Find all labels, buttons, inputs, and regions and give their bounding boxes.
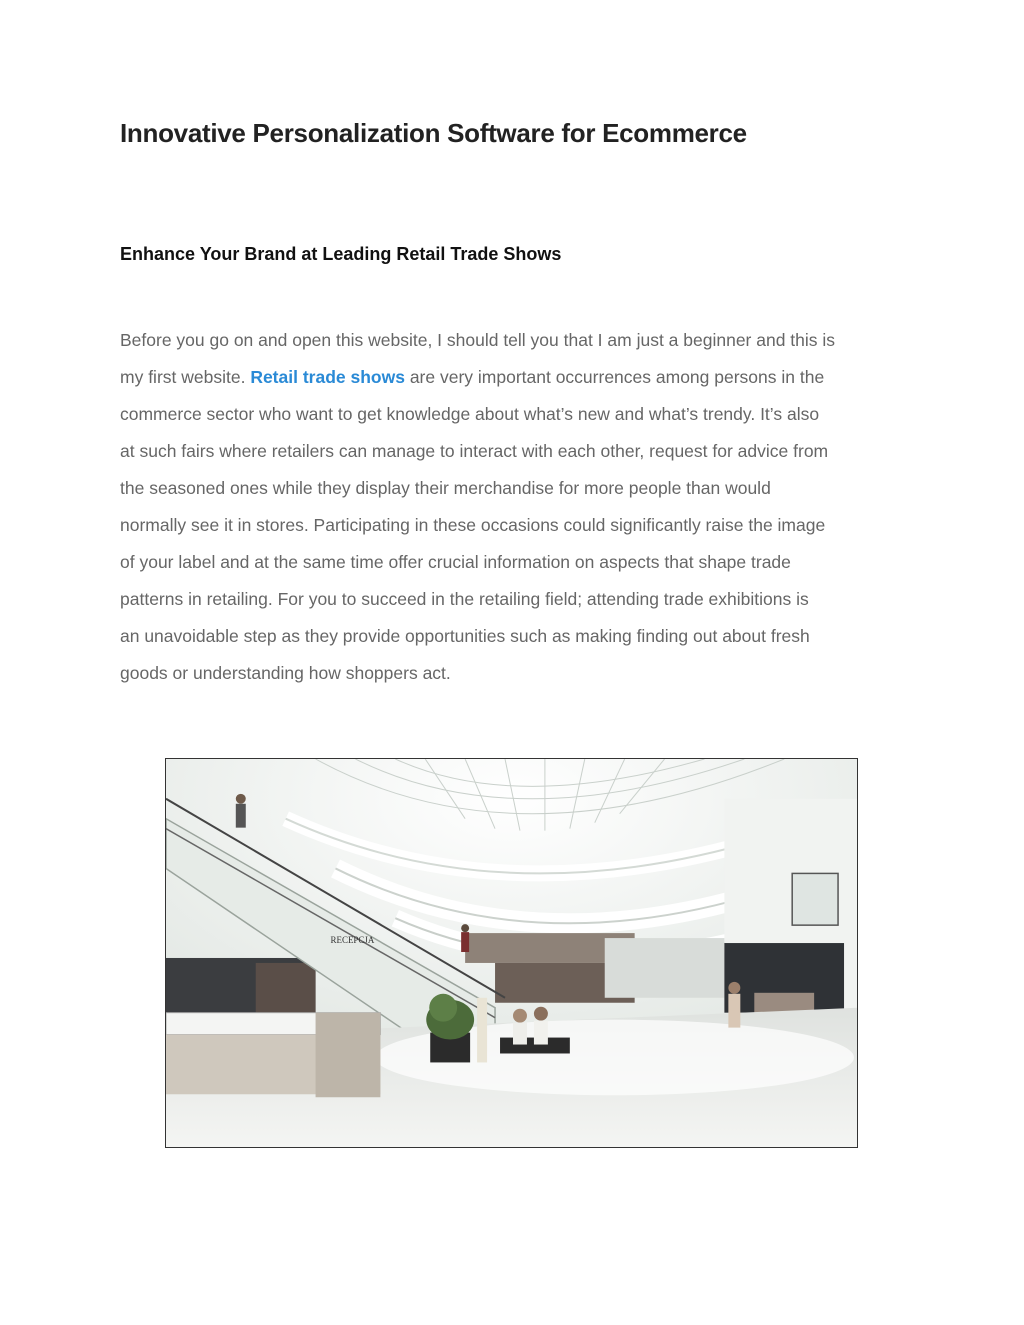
paragraph-line: goods or understanding how shoppers act. xyxy=(120,663,451,683)
paragraph-line: of your label and at the same time offer crucial information on aspects that shape trade xyxy=(120,552,791,572)
light-column xyxy=(477,998,487,1063)
paragraph-line: an unavoidable step as they provide opportunities such as making finding out about fresh xyxy=(120,626,810,646)
paragraph-line: the seasoned ones while they display their merchandise for more people than would xyxy=(120,478,771,498)
screen-icon xyxy=(792,873,838,925)
shopping-mall-photo xyxy=(165,758,858,1148)
paragraph-line-with-link xyxy=(120,359,910,396)
section-heading: Enhance Your Brand at Leading Retail Trade Shows xyxy=(120,244,562,264)
paragraph-line: Before you go on and open this website, I should tell you that I am just a beginner and this is xyxy=(120,330,836,350)
reception-sign: RECEPCJA xyxy=(330,935,375,946)
paragraph-text: are very important occurrences among persons in the xyxy=(404,367,825,387)
retail-trade-shows-link[interactable]: Retail trade shows xyxy=(250,367,405,387)
paragraph-line: patterns in retailing. For you to succeed in the retailing field; attending trade exhibitions is xyxy=(120,589,809,609)
reception-desk xyxy=(166,1013,380,1098)
paragraph-text: my first website. xyxy=(120,367,251,387)
shopping-mall-illustration xyxy=(166,759,857,1147)
paragraph-line: at such fairs where retailers can manage to interact with each other, request for advice from xyxy=(120,441,829,461)
page-title: Innovative Personalization Software for Ecommerce xyxy=(120,118,747,148)
paragraph-line: normally see it in stores. Participating in these occasions could significantly raise the image xyxy=(120,515,826,535)
body-paragraph xyxy=(120,322,910,692)
paragraph-line: commerce sector who want to get knowledge about what’s new and what’s trendy. It’s also xyxy=(120,404,820,424)
